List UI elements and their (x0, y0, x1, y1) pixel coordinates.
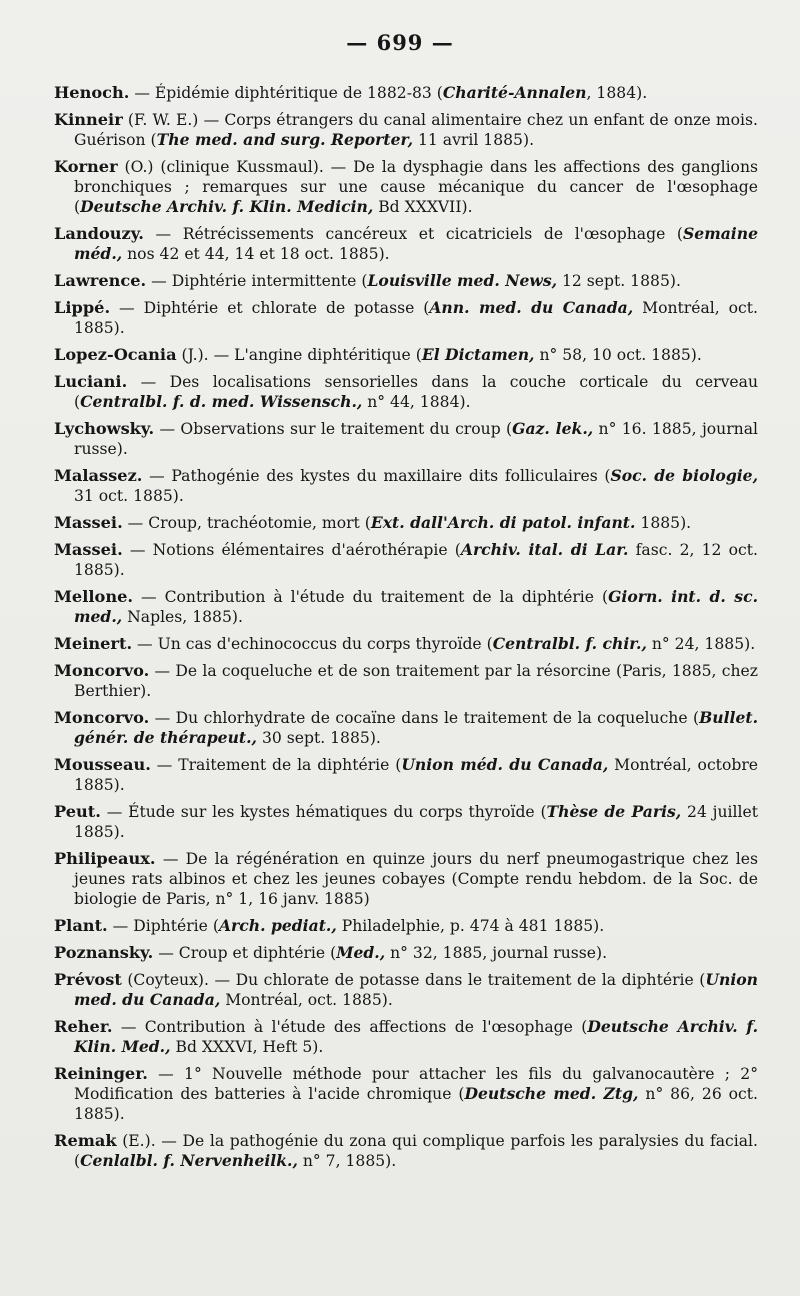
entry-author: Peut. (54, 802, 101, 821)
entry-author: Lopez-Ocania (54, 345, 177, 364)
entry-rest: n° 44, 1884). (362, 393, 471, 411)
entry-text: — Étude sur les kystes hématiques du corps thyroïde ( (100, 803, 547, 821)
entry-text: — Croup et diphtérie ( (153, 944, 337, 962)
bibliography-entry (54, 83, 758, 103)
entry-text: — 1° Nouvelle méthode pour attacher les fils du galvanocautère ; 2° Modification des batteries à l'acide chromique ( (74, 1065, 758, 1103)
entry-initials: (Coyteux). (121, 971, 209, 989)
entry-author: Prévost (54, 970, 122, 989)
entry-source: Arch. pediat., (218, 916, 337, 935)
entry-rest: fasc. 2, 12 oct. 1885). (74, 541, 758, 579)
entry-rest: n° 58, 10 oct. 1885). (534, 346, 702, 364)
entry-author: Plant. (54, 916, 108, 935)
entry-author: Remak (54, 1131, 117, 1150)
entry-source: Med., (336, 943, 386, 962)
entry-text: — Du chlorhydrate de cocaïne dans le traitement de la coqueluche ( (149, 709, 700, 727)
entry-text: — De la coqueluche et de son traitement par la résorcine (Paris, 1885, chez Berthier). (74, 662, 758, 700)
entry-author: Poznansky. (54, 943, 154, 962)
entry-rest: n° 16. 1885, journal russe). (74, 420, 758, 458)
bibliography-entry (54, 1017, 758, 1057)
entry-text: — Diphtérie intermittente ( (146, 272, 368, 290)
entry-author: Reininger. (54, 1064, 148, 1083)
entry-source: Soc. de biologie, (610, 466, 758, 485)
entry-source: Thèse de Paris, (546, 802, 682, 821)
page-number: — 699 — (346, 30, 454, 55)
entry-text: — Traitement de la diphtérie ( (150, 756, 402, 774)
bibliography-entry (54, 298, 758, 338)
bibliography-entry (54, 513, 758, 533)
entry-text: — Des localisations sensorielles dans la couche corticale du cerveau ( (74, 373, 758, 411)
entry-rest: nos 42 et 44, 14 et 18 oct. 1885). (122, 245, 390, 263)
entry-source: Semaine méd., (74, 224, 758, 263)
entry-author: Lippé. (54, 298, 111, 317)
entry-rest: 24 juillet 1885). (74, 803, 759, 841)
bibliography-entry (54, 755, 758, 795)
entry-initials: (E.). (116, 1132, 156, 1150)
entry-source: Deutsche Archiv. f. Klin. Medicin, (80, 197, 374, 216)
entry-rest: n° 86, 26 oct. 1885). (74, 1085, 759, 1123)
entry-rest: Montréal, octobre 1885). (74, 756, 758, 794)
entry-author: Korner (54, 157, 118, 176)
entry-author: Kinneir (54, 110, 123, 129)
entry-rest: Bd XXXVI, Heft 5). (170, 1038, 324, 1056)
entry-author: Massei. (54, 513, 123, 532)
entry-source: Louisville med. News, (367, 271, 558, 290)
entry-author: Reher. (54, 1017, 113, 1036)
bibliography-entry (54, 708, 758, 748)
entry-source: Centralbl. f. chir., (492, 634, 647, 653)
entry-author: Meinert. (54, 634, 133, 653)
bibliography-entry (54, 802, 758, 842)
entry-text: — Du chlorate de potasse dans le traitement de la diphtérie ( (208, 971, 706, 989)
entry-author: Philipeaux. (54, 849, 156, 868)
bibliography-entry (54, 916, 758, 936)
entry-rest: Philadelphie, p. 474 à 481 1885). (336, 917, 605, 935)
entry-author: Moncorvo. (54, 708, 150, 727)
entry-text: — De la pathogénie du zona qui complique parfois les paralysies du facial. ( (74, 1132, 758, 1170)
entry-source: Bullet. génér. de thérapeut., (74, 708, 758, 747)
bibliography-entry (54, 634, 758, 654)
entry-source: Deutsche med. Ztg, (464, 1084, 639, 1103)
entry-source: Union med. du Canada, (74, 970, 758, 1009)
entry-rest: Montréal, oct. 1885). (74, 299, 758, 337)
entry-text: — Pathogénie des kystes du maxillaire dits folliculaires ( (142, 467, 611, 485)
entry-author: Mousseau. (54, 755, 151, 774)
bibliography-entry (54, 419, 758, 459)
entry-text: — De la régénération en quinze jours du nerf pneumogastrique chez les jeunes rats albinos et chez les jeunes cobayes (Compte rendu hebdom. de la Soc. de biologie de Paris, n° 1, 16 janv. 1885) (74, 850, 758, 908)
entry-source: Union méd. du Canada, (401, 755, 609, 774)
bibliography-entry (54, 345, 758, 365)
entry-source: The med. and surg. Reporter, (156, 130, 414, 149)
entry-author: Massei. (54, 540, 123, 559)
entry-source: Cenlalbl. f. Nervenheilk., (80, 1151, 298, 1170)
entry-initials: (O.) (clinique Kussmaul). (117, 158, 324, 176)
entry-rest: Naples, 1885). (122, 608, 243, 626)
entry-initials: (J.). (176, 346, 209, 364)
entry-author: Landouzy. (54, 224, 144, 243)
entry-source: Archiv. ital. di Lar. (460, 540, 629, 559)
bibliography-entry (54, 587, 758, 627)
entry-text: — Corps étrangers du canal alimentaire chez un enfant de onze mois. Guérison ( (74, 111, 759, 149)
bibliography-entry (54, 466, 758, 506)
entry-source: Charité-Annalen (442, 83, 587, 102)
entry-rest: n° 32, 1885, journal russe). (385, 944, 608, 962)
entry-author: Henoch. (54, 83, 130, 102)
entry-rest: 30 sept. 1885). (256, 729, 381, 747)
entry-source: Gaz. lek., (512, 419, 594, 438)
bibliography-entry (54, 372, 758, 412)
bibliography-entry (54, 540, 758, 580)
entry-text: — Notions élémentaires d'aérothérapie ( (122, 541, 461, 559)
entry-source: Ext. dall'Arch. di patol. infant. (370, 513, 636, 532)
entry-source: El Dictamen, (421, 345, 535, 364)
entry-rest: 31 oct. 1885). (74, 487, 184, 505)
bibliography-entry (54, 943, 758, 963)
entry-rest: Montréal, oct. 1885). (220, 991, 393, 1009)
entry-text: — Épidémie diphtéritique de 1882-83 ( (129, 84, 443, 102)
entry-author: Luciani. (54, 372, 128, 391)
entry-rest: n° 7, 1885). (297, 1152, 397, 1170)
bibliography-entry (54, 970, 758, 1010)
entry-source: Centralbl. f. d. med. Wissensch., (80, 392, 363, 411)
bibliography-entry (54, 1131, 758, 1171)
bibliography-entry (54, 157, 758, 217)
entry-source: Giorn. int. d. sc. med., (74, 587, 758, 626)
entry-text: — Un cas d'echinococcus du corps thyroïde ( (132, 635, 493, 653)
bibliography-entry (54, 110, 758, 150)
entry-author: Mellone. (54, 587, 134, 606)
bibliography-list (54, 83, 758, 1178)
bibliography-entry (54, 661, 758, 701)
entry-rest: n° 24, 1885). (646, 635, 756, 653)
entry-text: — Contribution à l'étude des affections de l'œsophage ( (112, 1018, 588, 1036)
entry-text: — Observations sur le traitement du croup ( (154, 420, 513, 438)
bibliography-entry (54, 1064, 758, 1124)
entry-text: — De la dysphagie dans les affections des ganglions bronchiques ; remarques sur une cause mécanique du cancer de l'œsophage ( (74, 158, 758, 216)
bibliography-entry (54, 849, 758, 909)
entry-text: — Croup, trachéotomie, mort ( (122, 514, 371, 532)
entry-text: — Diphtérie et chlorate de potasse ( (110, 299, 430, 317)
entry-rest: Bd XXXVII). (373, 198, 473, 216)
entry-text: — Contribution à l'étude du traitement de la diphtérie ( (133, 588, 609, 606)
entry-author: Moncorvo. (54, 661, 150, 680)
entry-author: Lychowsky. (54, 419, 155, 438)
entry-text: — Diphtérie ( (107, 917, 219, 935)
bibliography-entry (54, 271, 758, 291)
entry-rest: 11 avril 1885). (413, 131, 535, 149)
entry-text: — Rétrécissements cancéreux et cicatriciels de l'œsophage ( (143, 225, 684, 243)
entry-author: Lawrence. (54, 271, 147, 290)
entry-rest: , 1884). (586, 84, 648, 102)
entry-initials: (F. W. E.) (122, 111, 199, 129)
entry-source: Ann. med. du Canada, (429, 298, 634, 317)
bibliography-entry (54, 224, 758, 264)
entry-rest: 1885). (635, 514, 692, 532)
entry-author: Malassez. (54, 466, 143, 485)
entry-text: — L'angine diphtéritique ( (208, 346, 422, 364)
entry-rest: 12 sept. 1885). (557, 272, 681, 290)
entry-source: Deutsche Archiv. f. Klin. Med., (74, 1017, 759, 1056)
